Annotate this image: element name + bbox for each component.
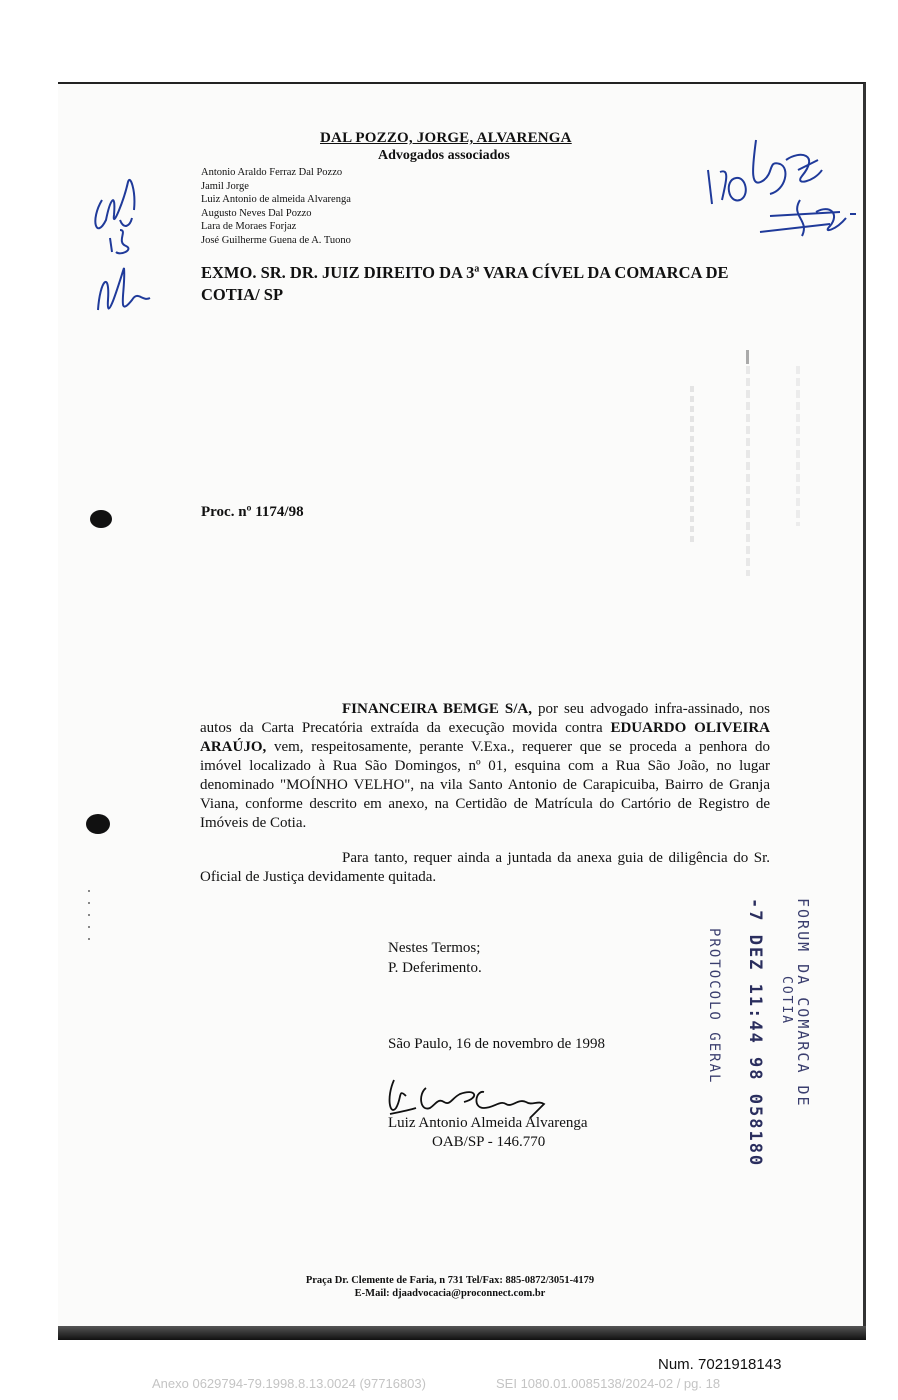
handwritten-initials-left <box>80 160 170 340</box>
faint-mark <box>746 350 749 364</box>
punch-hole <box>86 814 110 834</box>
process-number: Proc. nº 1174/98 <box>201 504 304 520</box>
stamp-protocol: PROTOCOLO GERAL <box>706 928 722 1085</box>
paragraph-text: por seu advogado infra-assinado, nos autos da Carta Precatória extraída da execução movida contra <box>200 701 770 736</box>
partner-name: Lara de Moraes Forjaz <box>201 221 297 233</box>
footer-email: E-Mail: djaadvocacia@proconnect.com.br <box>354 1288 546 1299</box>
firm-subtitle: Advogados associados <box>378 148 510 163</box>
signer-oab: OAB/SP - 146.770 <box>432 1134 546 1150</box>
partner-name: Augusto Neves Dal Pozzo <box>201 207 312 219</box>
addressee: EXMO. SR. DR. JUIZ DIREITO DA 3ª VARA CÍVEL DA COMARCA DE COTIA/ SP <box>201 263 729 304</box>
scan-bottom-edge <box>58 1326 866 1340</box>
stamp-datetime: -7 DEZ 11:44 98 058180 <box>745 898 765 1168</box>
partner-name: Antonio Araldo Ferraz Dal Pozzo <box>201 167 343 178</box>
signature-block <box>388 1114 588 1152</box>
party-name: FINANCEIRA BEMGE S/A, <box>342 701 532 717</box>
date-line: São Paulo, 16 de novembro de 1998 <box>388 1036 606 1052</box>
document-number: Num. 7021918143 <box>658 1356 782 1373</box>
footer-address: Praça Dr. Clemente de Faria, n 731 Tel/Fax: 885-0872/3051-4179 <box>305 1275 595 1286</box>
signer-name: Luiz Antonio Almeida Alvarenga <box>388 1115 588 1131</box>
paragraph-main <box>200 700 770 833</box>
stamp-forum: FORUM DA COMARCA DE <box>794 898 812 1108</box>
partner-name: José Guilherme Guena de A. Tuono <box>201 234 351 246</box>
closing-line: Nestes Termos; <box>388 940 481 956</box>
faint-mark <box>796 366 800 526</box>
handwritten-annotation-top-right <box>690 120 870 250</box>
closing <box>388 938 482 978</box>
petition-body <box>200 700 770 887</box>
paragraph-request: Para tanto, requer ainda a juntada da anexa guia de diligência do Sr. Oficial de Justiça devidamente quitada. <box>200 850 770 885</box>
letterhead-footer <box>0 1274 898 1300</box>
partner-name: Jamil Jorge <box>201 180 249 192</box>
sei-watermark: SEI 1080.01.0085138/2024-02 / pg. 18 <box>496 1376 721 1391</box>
closing-line: P. Deferimento. <box>388 960 482 976</box>
margin-mark <box>88 890 90 940</box>
firm-name: DAL POZZO, JORGE, ALVARENGA <box>320 130 572 146</box>
annex-watermark: Anexo 0629794-79.1998.8.13.0024 (97716803) <box>152 1376 426 1391</box>
stamp-city: COTIA <box>779 976 794 1026</box>
partner-list <box>201 166 351 248</box>
punch-hole <box>90 510 112 528</box>
partner-name: Luiz Antonio de almeida Alvarenga <box>201 194 351 206</box>
faint-mark <box>746 366 750 576</box>
paragraph-text: vem, respeitosamente, perante V.Exa., requerer que se proceda a penhora do imóvel localizado à Rua São Domingos, nº 01, esquina com a Rua São João, no lugar denominado "MOÍNHO VELHO", na vila Santo Antonio de Carapicuiba, Bairro de Granja Viana, conforme descrito em anexo, na Certidão de Matrícula do Cartório de Registro de Imóveis de Cotia. <box>200 739 770 831</box>
faint-mark <box>690 386 694 546</box>
defendant-name: EDUARDO OLIVEIRA ARAÚJO, <box>200 720 771 755</box>
